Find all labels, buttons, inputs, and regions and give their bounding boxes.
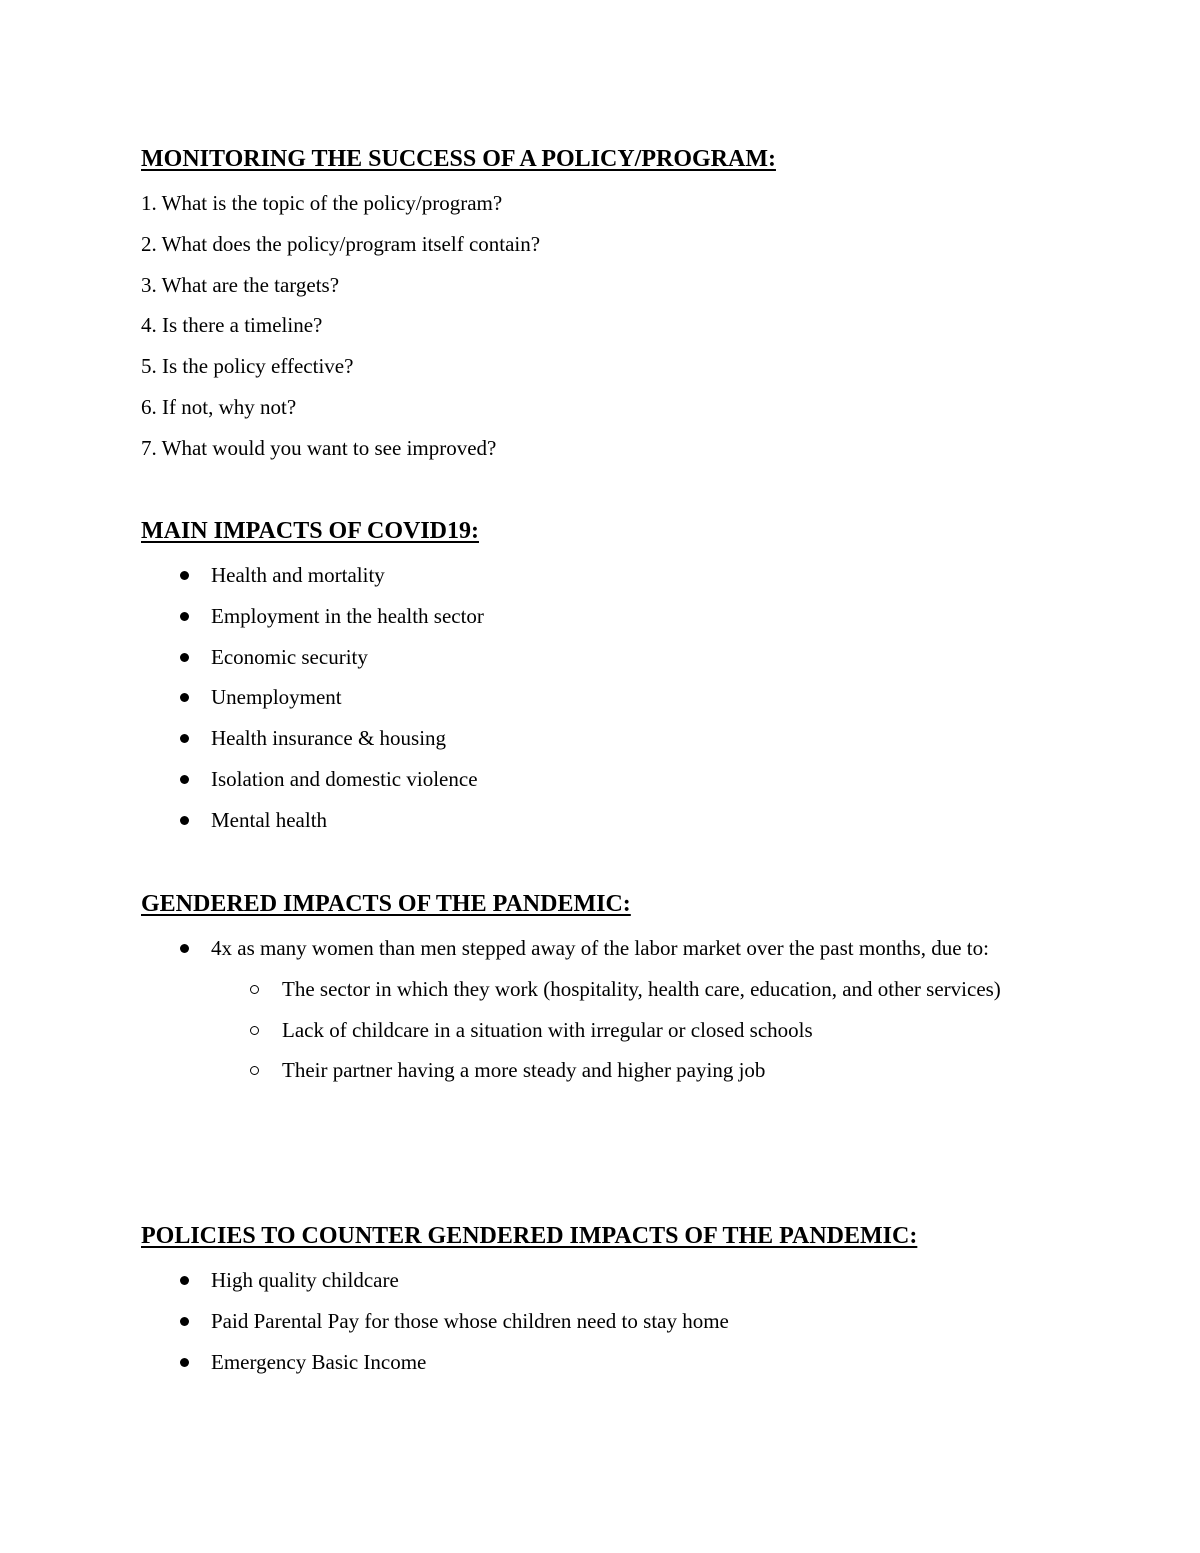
list-item-text: Health insurance & housing — [211, 726, 447, 751]
list-item — [0, 555, 1071, 596]
list-item: 4. Is there a timeline? — [141, 313, 323, 338]
bullet-icon — [180, 571, 189, 580]
hollow-bullet-icon — [250, 985, 259, 994]
bullet-icon — [180, 693, 189, 702]
list-item — [0, 637, 1071, 678]
sub-list-item-text: Their partner having a more steady and higher paying job — [282, 1058, 766, 1083]
list-item: 5. Is the policy effective? — [141, 354, 354, 379]
list-item-text: Paid Parental Pay for those whose children need to stay home — [211, 1308, 729, 1333]
hollow-bullet-icon — [250, 1026, 259, 1035]
sub-list-item-text: Lack of childcare in a situation with irregular or closed schools — [282, 1017, 813, 1042]
section-heading-main-impacts: MAIN IMPACTS OF COVID19: — [141, 518, 479, 544]
list-item — [0, 928, 1071, 1091]
bullet-icon — [180, 653, 189, 662]
main-impacts-list — [0, 555, 1071, 841]
section-heading-monitoring: MONITORING THE SUCCESS OF A POLICY/PROGRAM: — [141, 146, 776, 172]
list-item-text: High quality childcare — [211, 1268, 399, 1292]
list-item: 2. What does the policy/program itself contain? — [141, 231, 541, 256]
bullet-icon — [180, 775, 189, 784]
list-item — [0, 596, 1071, 637]
list-item: 1. What is the topic of the policy/program? — [141, 191, 503, 215]
sub-list-item-text: The sector in which they work (hospitality, health care, education, and other services) — [282, 976, 1001, 1001]
list-item-text: 4x as many women than men stepped away of the labor market over the past months, due to: — [211, 936, 989, 960]
list-item — [0, 800, 1071, 841]
sub-list-item — [0, 969, 1022, 1010]
policies-list — [0, 1260, 1071, 1382]
list-item — [0, 718, 1071, 759]
list-item-text: Employment in the health sector — [211, 603, 484, 628]
list-item-text: Unemployment — [211, 685, 342, 710]
list-item: 3. What are the targets? — [141, 272, 340, 297]
bullet-icon — [180, 612, 189, 621]
list-item-text: Economic security — [211, 644, 368, 669]
bullet-icon — [180, 1276, 189, 1285]
section-heading-gendered-impacts: GENDERED IMPACTS OF THE PANDEMIC: — [141, 891, 631, 917]
sub-list-item — [0, 1050, 1022, 1091]
list-item — [0, 677, 1071, 718]
gendered-impacts-list — [0, 928, 1071, 1091]
bullet-icon — [180, 1358, 189, 1367]
list-item-text: Isolation and domestic violence — [211, 766, 478, 791]
list-item-text: Mental health — [211, 807, 328, 832]
bullet-icon — [180, 944, 189, 953]
bullet-icon — [180, 1317, 189, 1326]
list-item — [0, 1342, 1071, 1383]
list-item — [0, 1301, 1071, 1342]
bullet-icon — [180, 734, 189, 743]
sub-list-item — [0, 1010, 1022, 1051]
list-item — [0, 1260, 1071, 1301]
section-heading-policies: POLICIES TO COUNTER GENDERED IMPACTS OF THE PANDEMIC: — [141, 1223, 918, 1249]
sub-list — [0, 969, 1071, 1091]
list-item-text: Emergency Basic Income — [211, 1349, 427, 1374]
list-item-text: Health and mortality — [211, 563, 385, 587]
hollow-bullet-icon — [250, 1066, 259, 1075]
monitoring-questions-list — [141, 183, 540, 469]
list-item: 7. What would you want to see improved? — [141, 435, 497, 460]
bullet-icon — [180, 816, 189, 825]
list-item: 6. If not, why not? — [141, 394, 297, 419]
list-item — [0, 759, 1071, 800]
